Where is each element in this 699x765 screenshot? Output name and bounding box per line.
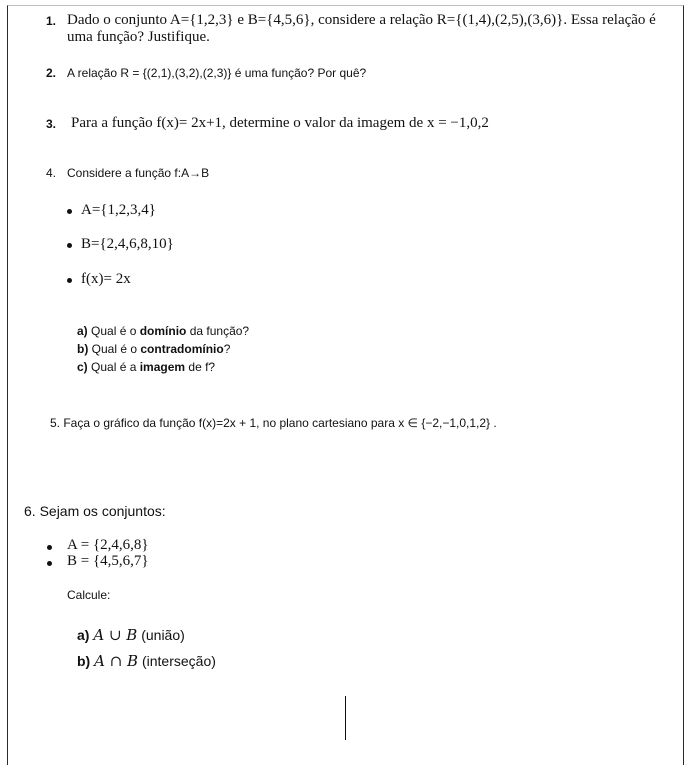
q6-text: 6. Sejam os conjuntos:: [24, 503, 166, 519]
q4-bullet-3: [67, 278, 72, 283]
q4-part-b-letter: b): [77, 342, 89, 356]
q6-bullet-2: [47, 561, 52, 566]
q6-part-a-desc: (união): [141, 627, 185, 643]
q1-text-line2: uma função? Justifique.: [67, 29, 210, 45]
q4-bullet-1: [67, 209, 72, 214]
q6-part-a-expr: A ∪ B: [93, 626, 138, 644]
q1-number: 1.: [46, 14, 57, 28]
q3-text: Para a função f(x)= 2x+1, determine o valor da imagem de x = −1,0,2: [71, 115, 489, 131]
q4-part-c-after: de f?: [185, 360, 216, 374]
q4-part-a-letter: a): [77, 324, 88, 338]
q6-part-b-letter: b): [77, 653, 91, 669]
q6-part-b-expr: A ∩ B: [94, 652, 139, 670]
q4-bullet-text-1: A={1,2,3,4}: [81, 202, 156, 218]
q4-part-a: [77, 324, 249, 338]
q4-part-b-before: Qual é o: [91, 342, 141, 356]
q4-number: 4.: [46, 166, 57, 180]
q4-part-c-letter: c): [77, 360, 88, 374]
q6-calc-label: Calcule:: [67, 588, 111, 602]
q4-part-c-bold: imagem: [139, 360, 186, 374]
text-cursor: [345, 696, 346, 740]
q1-text-line1: Dado o conjunto A={1,2,3} e B={4,5,6}, considere a relação R={(1,4),(2,5),(3,6)}. Essa relação é: [67, 12, 656, 28]
q4-part-b-after: ?: [223, 342, 231, 356]
q6-bullet-1: [47, 545, 52, 550]
q4-part-b-bold: contradomínio: [140, 342, 224, 356]
q4-part-a-after: da função?: [186, 324, 250, 338]
q5-text: 5. Faça o gráfico da função f(x)=2x + 1, no plano cartesiano para x ∈ {−2,−1,0,1,2} .: [50, 416, 497, 430]
q4-part-c: [77, 360, 215, 374]
q6-part-a: [77, 626, 185, 644]
q2-text: A relação R = {(2,1),(3,2),(2,3)} é uma função? Por quê?: [67, 66, 367, 80]
q6-part-b-desc: (interseção): [141, 653, 216, 669]
q4-part-c-before: Qual é a: [91, 360, 140, 374]
q6-part-a-letter: a): [77, 627, 90, 643]
q4-bullet-text-2: B={2,4,6,8,10}: [81, 236, 174, 252]
q4-bullet-2: [67, 243, 72, 248]
q4-text: Considere a função f:A→B: [67, 166, 210, 180]
q3-number: 3.: [46, 117, 57, 131]
q2-number: 2.: [46, 66, 57, 80]
q6-part-b: [77, 652, 216, 670]
q4-part-a-before: Qual é o: [91, 324, 140, 338]
q6-bullet-text-1: A = {2,4,6,8}: [67, 537, 149, 553]
q4-bullet-text-3: f(x)= 2x: [81, 271, 131, 287]
q4-part-a-bold: domínio: [139, 324, 187, 338]
q6-bullet-text-2: B = {4,5,6,7}: [67, 553, 149, 569]
q4-part-b: [77, 342, 230, 356]
